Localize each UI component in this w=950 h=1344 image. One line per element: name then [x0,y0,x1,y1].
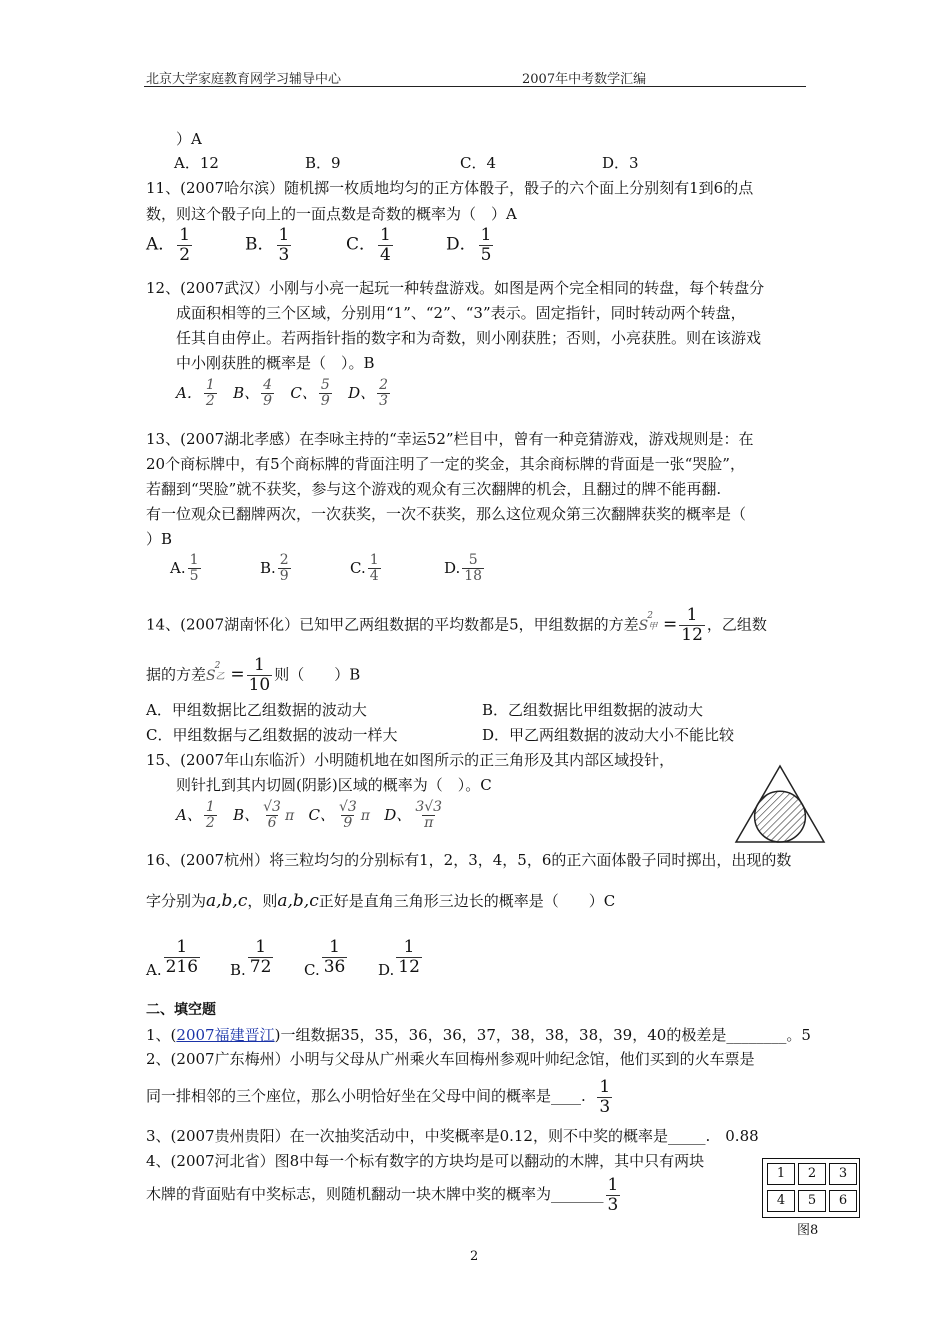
fill-q4-line1: 4、(2007河北省）图8中每一个标有数字的方块均是可以翻动的木牌，其中只有两块 [146,1152,705,1170]
q13-line2: 20个商标牌中，有5个商标牌的背面注明了一定的奖金，其余商标牌的背面是一张“哭脸”， [146,455,745,473]
tile-5[interactable]: 5 [798,1190,826,1212]
q14-option-b: B．乙组数据比甲组数据的波动大 [482,701,704,719]
page-number: 2 [470,1249,479,1264]
figure-8-board [762,1158,860,1218]
q11-option-d: D． $\frac{1}{5}$ [446,225,492,265]
figure-8-caption: 图8 [797,1223,819,1238]
tile-3[interactable]: 3 [829,1163,857,1185]
header-rule [144,86,806,87]
q11-option-b: B． $\frac{1}{3}$ [245,225,290,265]
q15-line2: 则针扎到其内切圆(阴影)区域的概率为（ ）。C [176,776,492,794]
q16-line1: 16、(2007杭州）将三粒均匀的分别标有1，2，3，4，5，6的正六面体骰子同时掷出，出现的数 [146,851,792,869]
q13-option-a: A. $\frac{1}{5}$ [170,552,199,585]
q14-line2: 据的方差$S_乙^2$ = $\frac{1}{10}$ 则（ ）B [146,655,361,696]
q13-line3: 若翻到“哭脸”就不获奖，参与这个游戏的观众有三次翻牌的机会，且翻过的牌不能再翻. [146,480,722,498]
prev-option-d: D．3 [602,154,639,172]
q11-line2: 数，则这个骰子向上的一面点数是奇数的概率为（ ）A [146,205,517,223]
incircle-shape [755,791,806,842]
q16-option-b: B. $\frac{1}{72}$ [230,937,272,980]
triangle-incircle-figure [734,764,826,844]
q13-option-b: B. $\frac{2}{9}$ [260,552,289,585]
fill-q1-source-link[interactable]: 2007福建晋江 [176,1026,275,1044]
q13-option-c: C. $\frac{1}{4}$ [350,552,379,585]
fill-q3: 3、(2007贵州贵阳）在一次抽奖活动中，中奖概率是0.12，则不中奖的概率是_____. 0.88 [146,1127,759,1145]
q16-option-a: A. $\frac{1}{216}$ [146,937,199,980]
q13-line4: 有一位观众已翻牌两次，一次获奖，一次不获奖，那么这位观众第三次翻牌获奖的概率是（ [146,505,747,523]
tile-2[interactable]: 2 [798,1163,826,1185]
q12-line2: 成面积相等的三个区域，分别用“1”、“2”、“3”表示。固定指针，同时转动两个转盘， [176,304,746,322]
prev-option-c: C．4 [460,154,497,172]
prev-option-a: A．12 [174,154,219,172]
fill-q1: 1、(2007福建晋江)一组数据35，35，36，36，37，38，38，38，39，40的极差是________。5 [146,1026,811,1044]
q13-option-d: D. $\frac{5}{18}$ [444,552,483,585]
q14-option-d: D．甲乙两组数据的波动大小不能比较 [482,726,735,744]
tile-4[interactable]: 4 [767,1190,795,1212]
q16-line2: 字分别为a,b,c，则a,b,c正好是直角三角形三边长的概率是（ ）C [146,891,616,911]
fill-q4-line2: 木牌的背面贴有中奖标志，则随机翻动一块木牌中奖的概率为_______ $\frac{1}{3}$ [146,1174,619,1215]
header-right: 2007年中考数学汇编 [522,72,647,87]
q14-option-a: A．甲组数据比乙组数据的波动大 [146,701,367,719]
q11-option-c: C． $\frac{1}{4}$ [346,225,391,265]
fill-q2-line2: 同一排相邻的三个座位，那么小明恰好坐在父母中间的概率是____. $\frac{1}{3}$ [146,1076,611,1117]
q16-option-c: C. $\frac{1}{36}$ [304,937,346,980]
q13-line5: ）B [146,530,173,548]
prev-answer: ）A [176,130,202,148]
q11-option-a: A． $\frac{1}{2}$ [146,225,191,265]
q16-option-d: D. $\frac{1}{12}$ [378,937,420,980]
tile-1[interactable]: 1 [767,1163,795,1185]
q11-line1: 11、(2007哈尔滨）随机掷一枚质地均匀的正方体骰子，骰子的六个面上分别刻有1到6的点 [146,179,754,197]
q13-line1: 13、(2007湖北孝感）在李咏主持的“幸运52”栏目中，曾有一种竞猜游戏，游戏规则是：在 [146,430,754,448]
q12-line3: 任其自由停止。若两指针指的数字和为奇数，则小刚获胜；否则，小亮获胜。则在该游戏 [176,329,762,347]
section-2-title: 二、填空题 [146,1002,216,1018]
q15-line1: 15、(2007年山东临沂）小明随机地在如图所示的正三角形及其内部区域投针， [146,751,675,769]
q12-line4: 中小刚获胜的概率是（ ）。B [176,354,375,372]
fill-q2-line1: 2、(2007广东梅州）小明与父母从广州乘火车回梅州参观叶帅纪念馆，他们买到的火车票是 [146,1050,755,1068]
q14-line1: 14、(2007湖南怀化）已知甲乙两组数据的平均数都是5，甲组数据的方差$S_甲^2$ = $\frac{1}{12}$ ，乙组数 [146,605,767,646]
q12-line1: 12、(2007武汉）小刚与小亮一起玩一种转盘游戏。如图是两个完全相同的转盘，每个转盘分 [146,279,765,297]
q14-s1: $S_甲^2$ [638,611,658,634]
q14-s2: $S_乙^2$ [206,661,225,684]
prev-option-b: B．9 [305,154,341,172]
header-left: 北京大学家庭教育网学习辅导中心 [146,72,342,87]
q15-options: A、 $\frac{1}{2}$ B、 $\frac{√3}{6}$ π C、 $\frac{√3}{9}$ π D、 $\frac{3√3}{\pi}$ [176,799,443,832]
q14-option-c: C．甲组数据与乙组数据的波动一样大 [146,726,398,744]
q12-options: A． $\frac{1}{2}$ B、 $\frac{4}{9}$ C、 $\frac{5}{9}$ D、 $\frac{2}{3}$ [176,377,389,410]
tile-6[interactable]: 6 [829,1190,857,1212]
